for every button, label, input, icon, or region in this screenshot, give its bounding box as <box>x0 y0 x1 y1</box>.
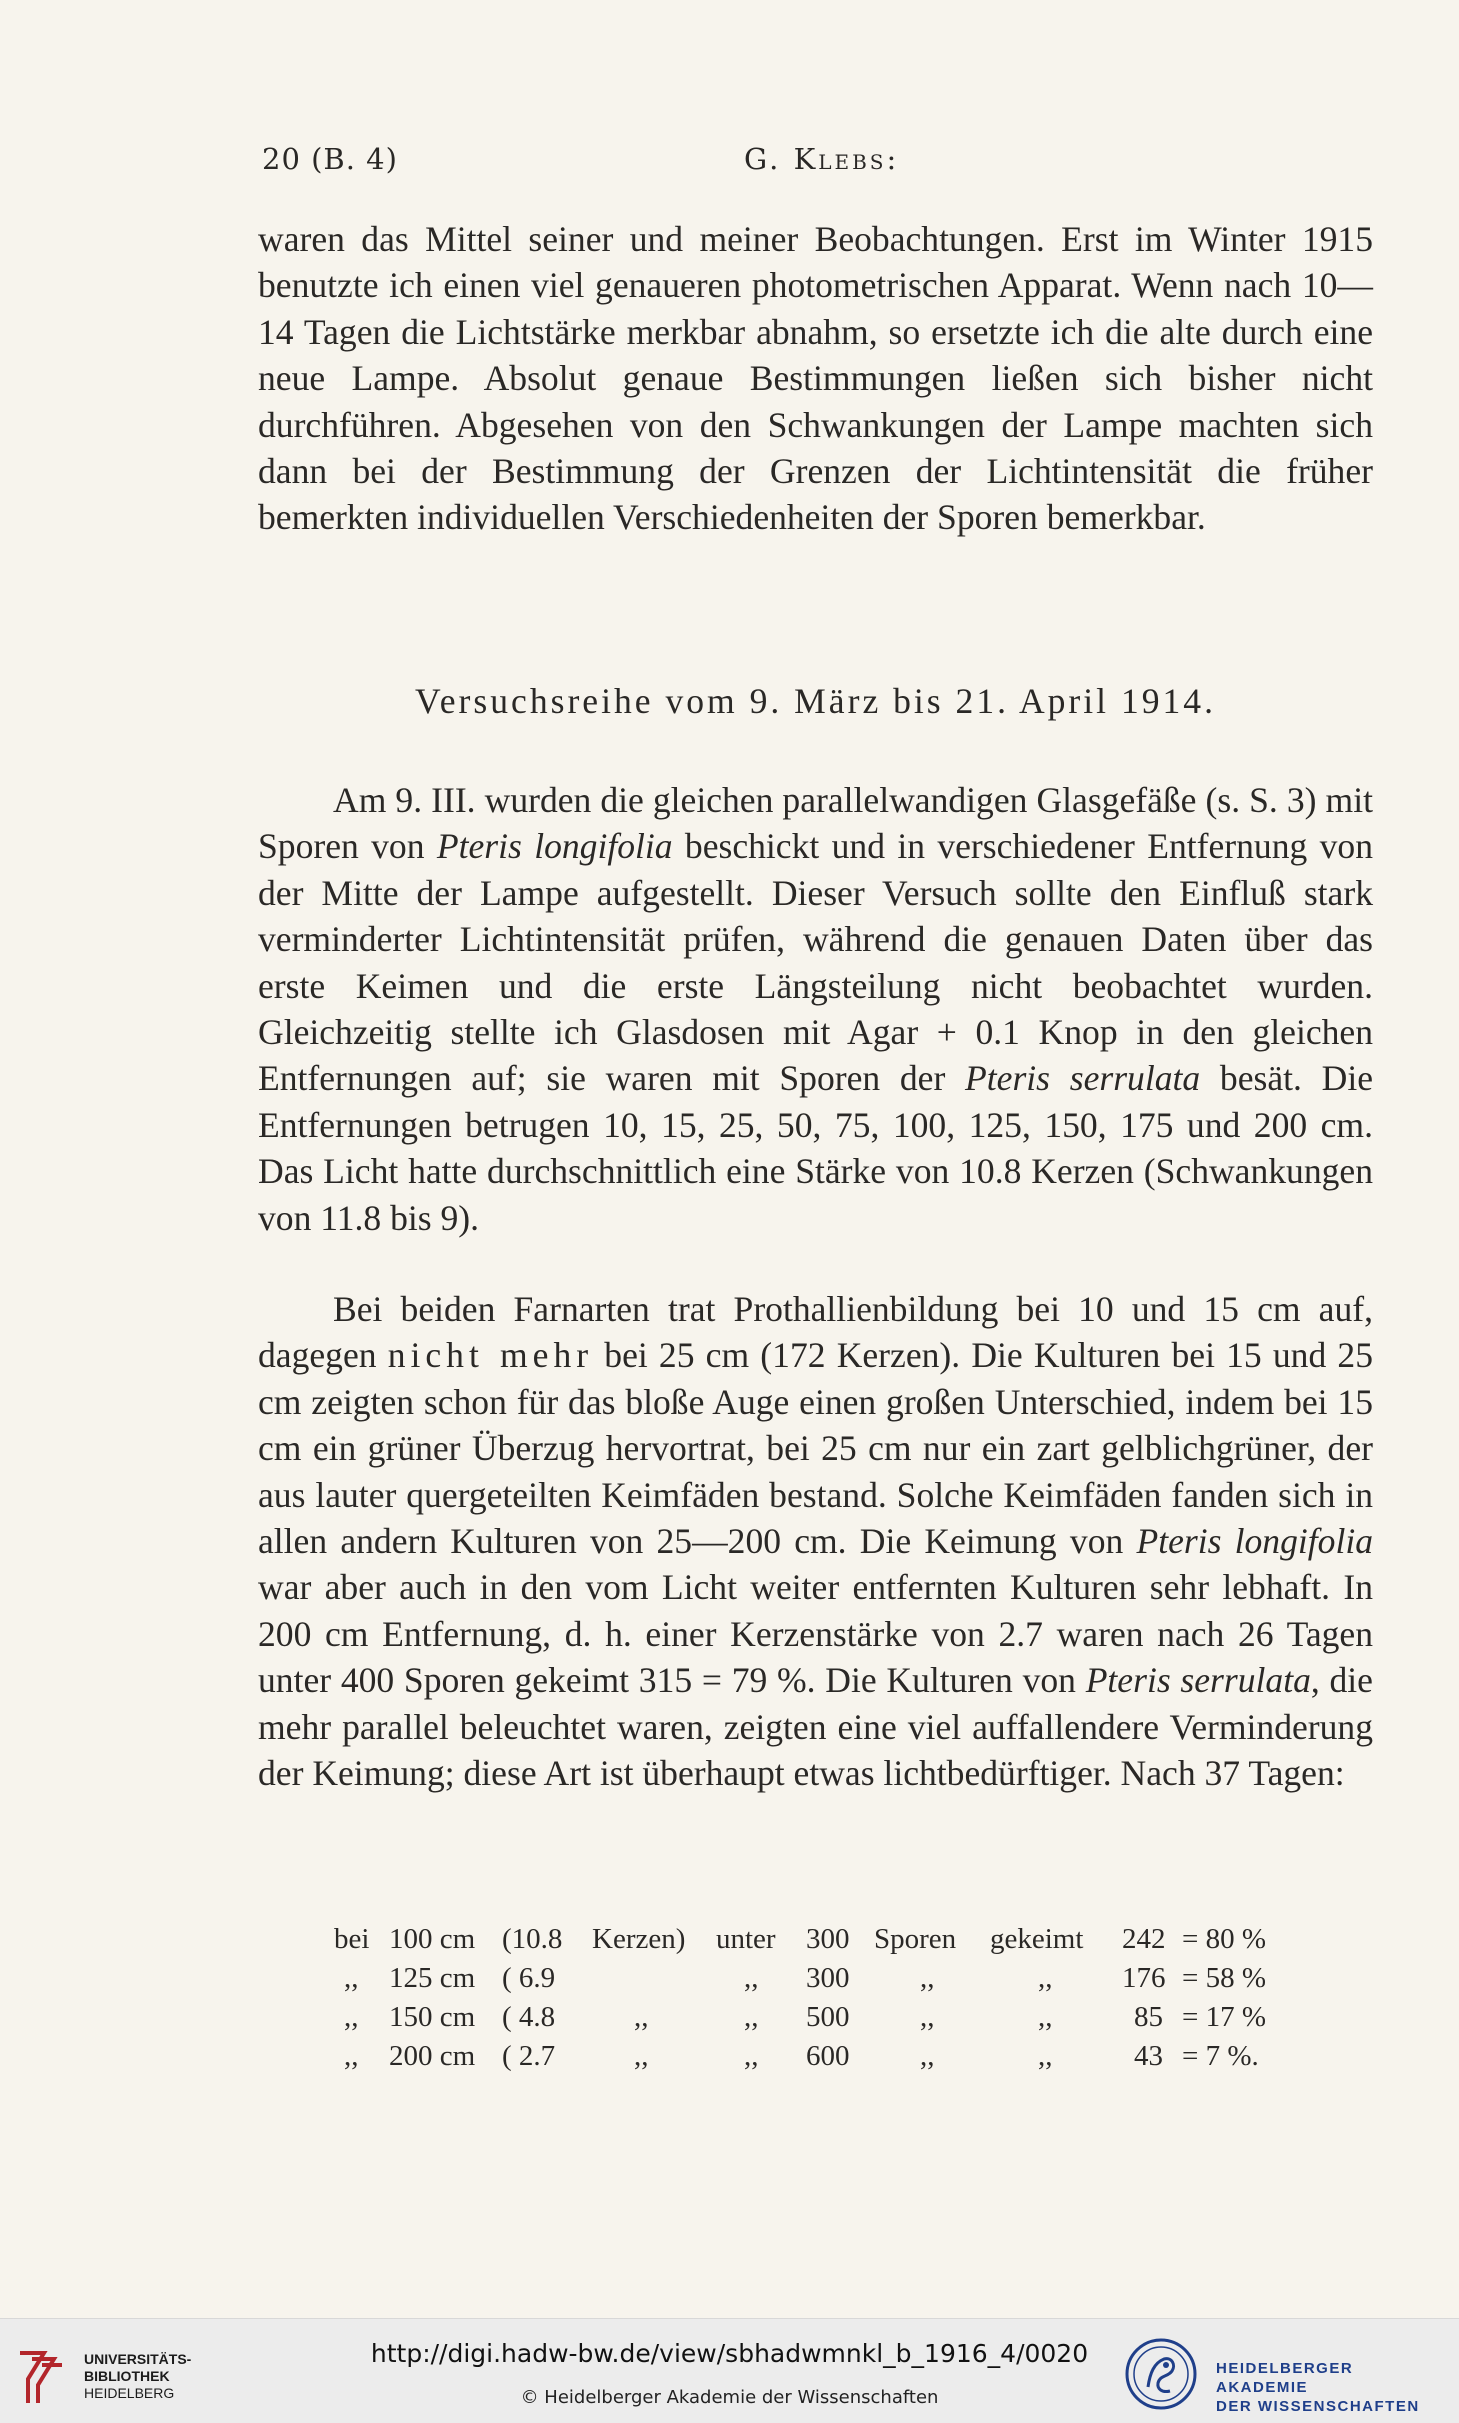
germination-table <box>334 1920 1314 2076</box>
academy-name <box>1216 2359 1444 2416</box>
table-cell: ,, <box>920 2040 935 2072</box>
library-line-3: HEIDELBERG <box>84 2385 175 2401</box>
academy-seal-icon <box>1124 2337 1198 2411</box>
table-cell: (10.8 <box>502 1923 563 1955</box>
table-cell: Kerzen) <box>592 1923 686 1955</box>
table-cell: ,, <box>1038 1962 1053 1994</box>
table-cell: ( 2.7 <box>502 2040 556 2072</box>
table-cell: ,, <box>920 2001 935 2033</box>
table-cell: = 58 % <box>1182 1962 1267 1994</box>
table-cell: ,, <box>344 2040 359 2072</box>
table-cell: 85 <box>1134 2001 1163 2033</box>
p3-text-b: bei 25 cm (172 Kerzen). Die Kulturen bei 15 und 25 cm zeigten schon für das bloße Auge einen großen Unterschied, indem bei 15 cm ein grüner Überzug hervortrat, bei 25 cm nur ein zart gelblichgrüner, der aus lauter quergeteilten Keimfäden bestand. Solche Keimfäden fanden sich in allen andern Kulturen von 25—200 cm. Die Keimung von <box>258 1335 1373 1562</box>
table-cell: 500 <box>806 2001 850 2033</box>
p2-species-1: Pteris longifolia <box>436 826 673 867</box>
table-cell: 300 <box>806 1962 850 1994</box>
library-line-2: BIBLIOTHEK <box>84 2368 170 2384</box>
table-cell: 150 cm <box>389 2001 476 2033</box>
table-cell: ,, <box>1038 2001 1053 2033</box>
table-cell: 200 cm <box>389 2040 476 2072</box>
table-cell: ,, <box>920 1962 935 1994</box>
table-cell: ( 4.8 <box>502 2001 556 2033</box>
table-cell: ,, <box>1038 2040 1053 2072</box>
p2-text-c: besät. Die Entfernungen betrugen 10, 15, 25, 50, 75, 100, 125, 150, 175 und 200 cm. Das Licht hatte durchschnittlich eine Stärke von 10.8 Kerzen (Schwankungen von 11.8 bis 9). <box>258 1058 1373 1238</box>
section-title: Versuchsreihe vom 9. März bis 21. April 1914. <box>415 681 1216 721</box>
table-row <box>334 1920 1314 1959</box>
table-cell: ,, <box>344 2001 359 2033</box>
table-cell: ,, <box>634 2001 649 2033</box>
table-cell: 300 <box>806 1923 850 1955</box>
table-cell: 100 cm <box>389 1923 476 1955</box>
table-cell: = 7 %. <box>1182 2040 1259 2072</box>
source-url-link[interactable]: http://digi.hadw-bw.de/view/sbhadwmnkl_b_1916_4/0020 <box>370 2339 1089 2368</box>
table-cell: 125 cm <box>389 1962 476 1994</box>
academy-line-1: HEIDELBERGER AKADEMIE <box>1216 2360 1354 2396</box>
library-line-1: UNIVERSITÄTS- <box>84 2351 192 2367</box>
paragraph-1: waren das Mittel seiner und meiner Beobachtungen. Erst im Winter 1915 benutzte ich einen viel genaueren photometrischen Apparat. Wenn nach 10—14 Tagen die Lichtstärke merkbar abnahm, so ersetzte ich die alte durch eine neue Lampe. Absolut genaue Bestimmungen ließen sich bisher nicht durchführen. Abgesehen von den Schwankungen der Lampe machten sich dann bei der Bestimmung der Grenzen der Lichtintensität die früher bemerkten individuellen Verschiedenheiten der Sporen bemerkbar. <box>258 219 1373 538</box>
table-cell: ,, <box>744 2001 759 2033</box>
p2-text-b: beschickt und in verschiedener Entfernung von der Mitte der Lampe aufgestellt. Dieser Versuch sollte den Einfluß stark verminderter Lichtintensität prüfen, während die genauen Daten über das erste Keimen und die erste Längsteilung nicht beobachtet wurden. Gleichzeitig stellte ich Glasdosen mit Agar + 0.1 Knop in den gleichen Entfernungen auf; sie waren mit Sporen der <box>258 826 1373 1099</box>
table-cell: unter <box>716 1923 776 1955</box>
table-cell: ,, <box>744 2040 759 2072</box>
table-row <box>334 1959 1314 1998</box>
p3-text-d: , die mehr parallel beleuchtet waren, zeigten eine viel auffallendere Verminderung der Keimung; diese Art ist überhaupt etwas lichtbedürftiger. Nach 37 Tagen: <box>258 1660 1373 1794</box>
table-cell: Sporen <box>874 1923 957 1955</box>
table-cell: = 80 % <box>1182 1923 1267 1955</box>
table-cell: ( 6.9 <box>502 1962 556 1994</box>
table-row <box>334 2037 1314 2076</box>
paragraph-2 <box>258 777 1373 1241</box>
p3-text-c: war aber auch in den vom Licht weiter entfernten Kulturen sehr lebhaft. In 200 cm Entfernung, d. h. einer Kerzenstärke von 2.7 waren nach 26 Tagen unter 400 Sporen gekeimt 315 = 79 %. Die Kulturen von <box>258 1567 1373 1701</box>
academy-logo[interactable] <box>1124 2337 1444 2415</box>
table-cell: 176 <box>1122 1962 1166 1994</box>
table-cell: ,, <box>344 1962 359 1994</box>
paragraph-3 <box>258 1286 1373 1796</box>
table-cell: = 17 % <box>1182 2001 1267 2033</box>
p3-spaced-emphasis: nicht mehr <box>387 1335 594 1376</box>
p2-text-a: Am 9. III. wurden die gleichen parallelwandigen Glasgefäße (s. S. 3) mit Sporen von <box>258 780 1373 867</box>
table-cell: gekeimt <box>990 1923 1084 1955</box>
table-cell: ,, <box>744 1962 759 1994</box>
footer-bar <box>0 2318 1459 2423</box>
p3-species-1: Pteris longifolia <box>1136 1521 1374 1562</box>
table-cell: 242 <box>1122 1923 1166 1955</box>
table-cell: ,, <box>634 2040 649 2072</box>
p3-text-a: Bei beiden Farnarten trat Prothallienbildung bei 10 und 15 cm auf, dagegen <box>258 1289 1373 1376</box>
running-author: G. Klebs: <box>744 142 900 176</box>
p3-species-2: Pteris serrulata <box>1085 1660 1311 1701</box>
running-header <box>262 142 1262 186</box>
academy-line-2: DER WISSENSCHAFTEN <box>1216 2398 1420 2415</box>
table-cell: bei <box>334 1923 370 1955</box>
page-number: 20 (B. 4) <box>262 142 398 176</box>
p2-species-2: Pteris serrulata <box>965 1058 1201 1099</box>
table-cell: 43 <box>1134 2040 1163 2072</box>
copyright-notice: © Heidelberger Akademie der Wissenschaften <box>520 2387 939 2408</box>
table-row <box>334 1998 1314 2037</box>
table-cell: 600 <box>806 2040 850 2072</box>
body-text <box>258 216 1374 1794</box>
